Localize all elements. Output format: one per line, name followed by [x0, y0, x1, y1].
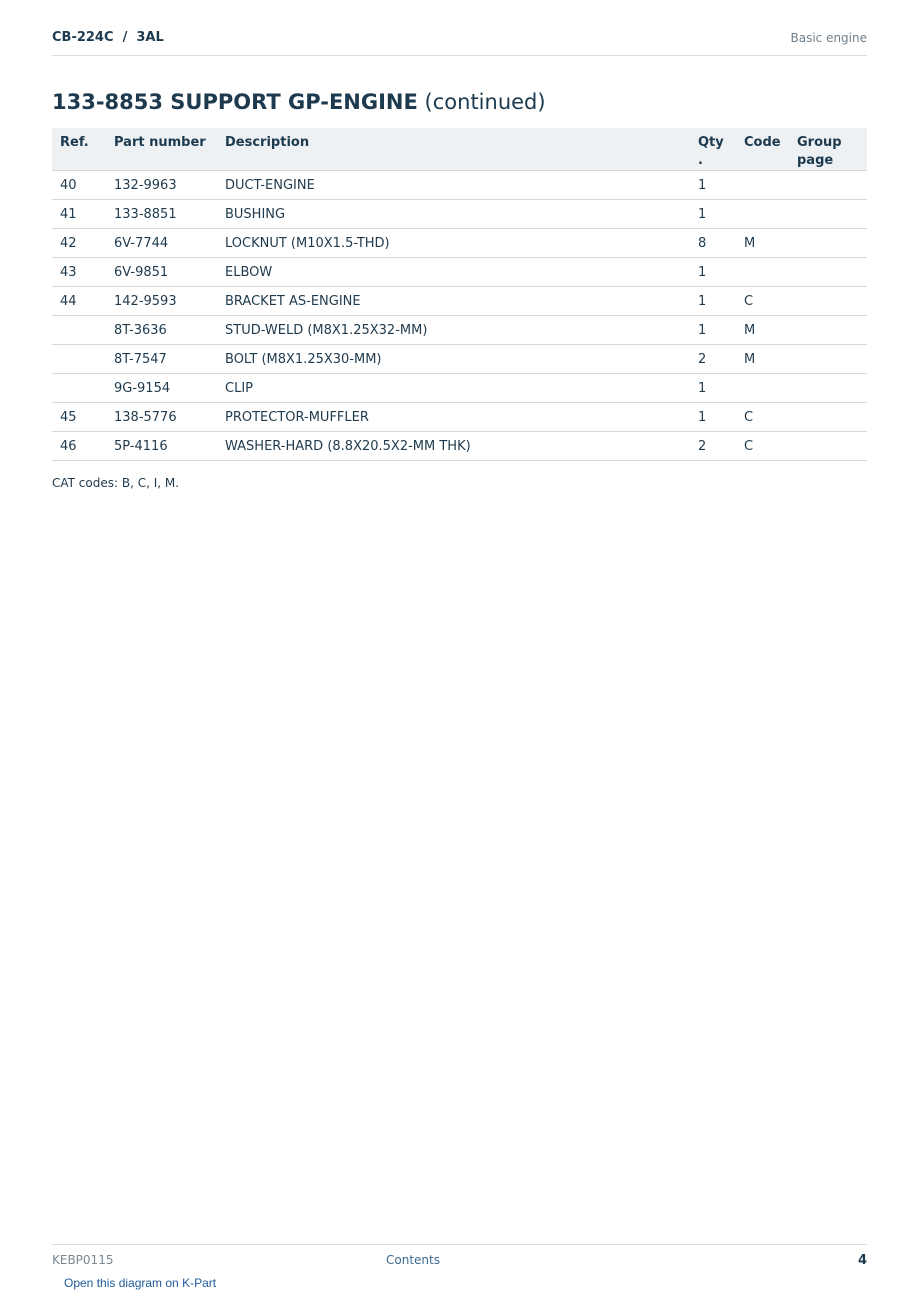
cell-description: WASHER-HARD (8.8X20.5X2-MM THK): [217, 432, 690, 461]
cell-qty: 1: [690, 287, 736, 316]
cell-part-number: 133-8851: [106, 200, 217, 229]
cell-code: M: [736, 345, 789, 374]
cell-description: CLIP: [217, 374, 690, 403]
table-row: [52, 432, 867, 461]
cell-code: [736, 200, 789, 229]
cell-qty: 2: [690, 432, 736, 461]
cell-description: BRACKET AS-ENGINE: [217, 287, 690, 316]
cell-code: C: [736, 287, 789, 316]
cell-group-page: [789, 287, 867, 316]
cell-description: PROTECTOR-MUFFLER: [217, 403, 690, 432]
cell-qty: 2: [690, 345, 736, 374]
cell-code: M: [736, 316, 789, 345]
header-part-number: Part number: [106, 128, 217, 171]
table-row: [52, 258, 867, 287]
cell-group-page: [789, 171, 867, 200]
cell-qty: 1: [690, 200, 736, 229]
cell-part-number: 8T-7547: [106, 345, 217, 374]
page-number: 4: [857, 1253, 867, 1268]
cell-group-page: [789, 432, 867, 461]
cell-part-number: 142-9593: [106, 287, 217, 316]
cell-description: STUD-WELD (M8X1.25X32-MM): [217, 316, 690, 345]
cell-group-page: [789, 374, 867, 403]
model-label: CB-224C / 3AL: [52, 30, 164, 45]
cell-qty: 1: [690, 258, 736, 287]
cell-part-number: 8T-3636: [106, 316, 217, 345]
header-code: Code: [736, 128, 789, 171]
table-row: [52, 403, 867, 432]
cell-ref: 44: [52, 287, 106, 316]
cell-ref: 40: [52, 171, 106, 200]
cell-code: [736, 171, 789, 200]
cell-group-page: [789, 200, 867, 229]
cell-group-page: [789, 316, 867, 345]
page-title-main: 133-8853 SUPPORT GP-ENGINE: [52, 90, 418, 114]
cat-codes-note: CAT codes: B, C, I, M.: [52, 476, 180, 490]
cell-part-number: 132-9963: [106, 171, 217, 200]
table-row: [52, 171, 867, 200]
cell-description: BUSHING: [217, 200, 690, 229]
cell-ref: 43: [52, 258, 106, 287]
cell-ref: 46: [52, 432, 106, 461]
cell-part-number: 6V-7744: [106, 229, 217, 258]
header-description: Description: [217, 128, 690, 171]
cell-ref: [52, 374, 106, 403]
table-row: [52, 200, 867, 229]
cell-code: [736, 374, 789, 403]
cell-code: M: [736, 229, 789, 258]
cell-qty: 8: [690, 229, 736, 258]
page-footer: [52, 1244, 867, 1271]
cell-ref: 42: [52, 229, 106, 258]
cell-qty: 1: [690, 403, 736, 432]
cell-ref: 41: [52, 200, 106, 229]
parts-table: [52, 128, 867, 461]
cell-ref: 45: [52, 403, 106, 432]
cell-group-page: [789, 229, 867, 258]
table-row: [52, 374, 867, 403]
cell-description: ELBOW: [217, 258, 690, 287]
document-id: KEBP0115: [52, 1253, 114, 1267]
header-qty: Qty .: [690, 128, 736, 171]
table-header-row: [52, 128, 867, 171]
cell-qty: 1: [690, 316, 736, 345]
cell-qty: 1: [690, 171, 736, 200]
cell-code: C: [736, 432, 789, 461]
cell-part-number: 9G-9154: [106, 374, 217, 403]
cell-part-number: 6V-9851: [106, 258, 217, 287]
page-title: [52, 90, 546, 114]
table-row: [52, 229, 867, 258]
page-title-suffix: (continued): [424, 90, 546, 114]
cell-code: [736, 258, 789, 287]
table-row: [52, 287, 867, 316]
cell-description: LOCKNUT (M10X1.5-THD): [217, 229, 690, 258]
cell-description: DUCT-ENGINE: [217, 171, 690, 200]
page-header: [52, 28, 867, 56]
cell-code: C: [736, 403, 789, 432]
cell-ref: [52, 345, 106, 374]
cell-qty: 1: [690, 374, 736, 403]
cell-group-page: [789, 345, 867, 374]
kpart-diagram-link[interactable]: Open this diagram on K-Part: [64, 1276, 217, 1290]
table-row: [52, 345, 867, 374]
cell-ref: [52, 316, 106, 345]
section-label: Basic engine: [790, 31, 867, 45]
cell-group-page: [789, 258, 867, 287]
header-group-page: Group page: [789, 128, 867, 171]
cell-description: BOLT (M8X1.25X30-MM): [217, 345, 690, 374]
contents-link[interactable]: Contents: [386, 1253, 440, 1267]
cell-part-number: 138-5776: [106, 403, 217, 432]
header-ref: Ref.: [52, 128, 106, 171]
cell-group-page: [789, 403, 867, 432]
cell-part-number: 5P-4116: [106, 432, 217, 461]
table-row: [52, 316, 867, 345]
